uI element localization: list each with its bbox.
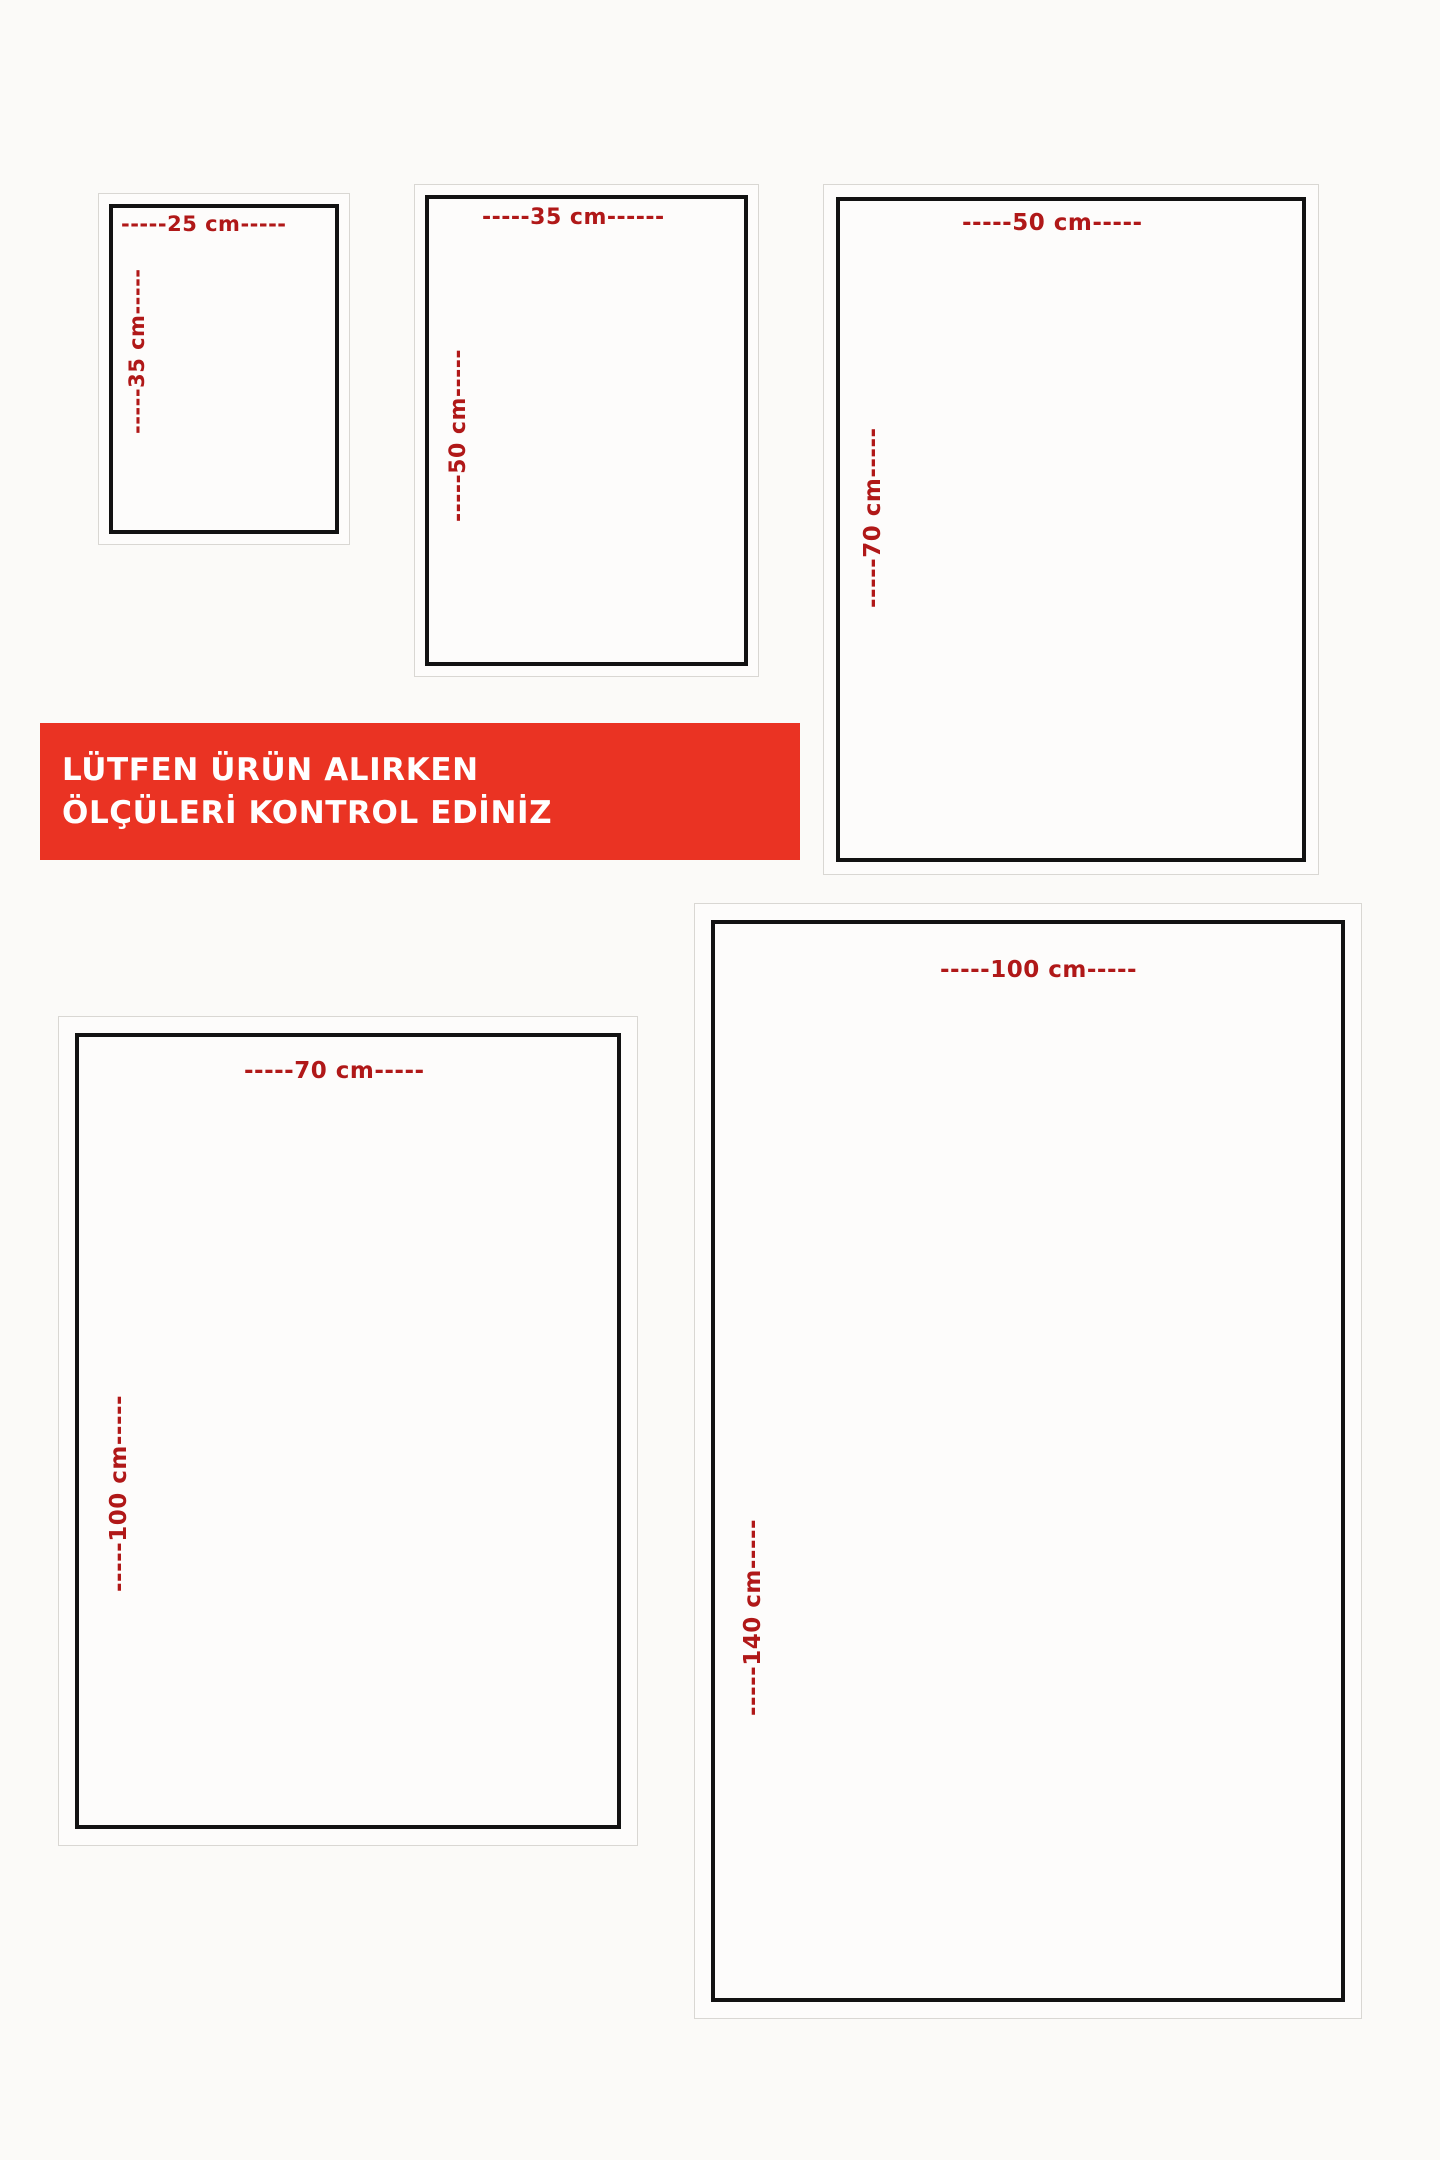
frame-50x70 bbox=[823, 184, 1319, 875]
frame-70x100-width-label: -----70 cm----- bbox=[244, 1058, 425, 1084]
frame-25x35-width-label: -----25 cm----- bbox=[121, 212, 287, 236]
frame-35x50-inner bbox=[425, 195, 748, 666]
warning-banner bbox=[40, 723, 800, 860]
warning-banner-line-2: ÖLÇÜLERİ KONTROL EDİNİZ bbox=[62, 794, 553, 831]
frame-35x50 bbox=[414, 184, 759, 677]
frame-50x70-inner bbox=[836, 197, 1306, 862]
frame-35x50-width-label: -----35 cm------ bbox=[482, 205, 665, 230]
frame-70x100-inner bbox=[75, 1033, 621, 1829]
frame-50x70-height-label: -----70 cm----- bbox=[860, 427, 886, 608]
frame-100x140-width-label: -----100 cm----- bbox=[940, 957, 1138, 983]
frame-100x140-height-label: -----140 cm----- bbox=[740, 1518, 766, 1716]
frame-100x140-inner bbox=[711, 920, 1345, 2002]
frame-25x35-height-label: -----35 cm----- bbox=[125, 268, 149, 434]
frame-25x35 bbox=[98, 193, 350, 545]
frame-35x50-height-label: -----50 cm----- bbox=[446, 348, 471, 522]
frame-70x100-height-label: -----100 cm----- bbox=[106, 1394, 132, 1592]
frame-100x140 bbox=[694, 903, 1362, 2019]
frame-70x100 bbox=[58, 1016, 638, 1846]
frame-50x70-width-label: -----50 cm----- bbox=[962, 210, 1143, 236]
warning-banner-line-1: LÜTFEN ÜRÜN ALIRKEN bbox=[62, 751, 479, 788]
